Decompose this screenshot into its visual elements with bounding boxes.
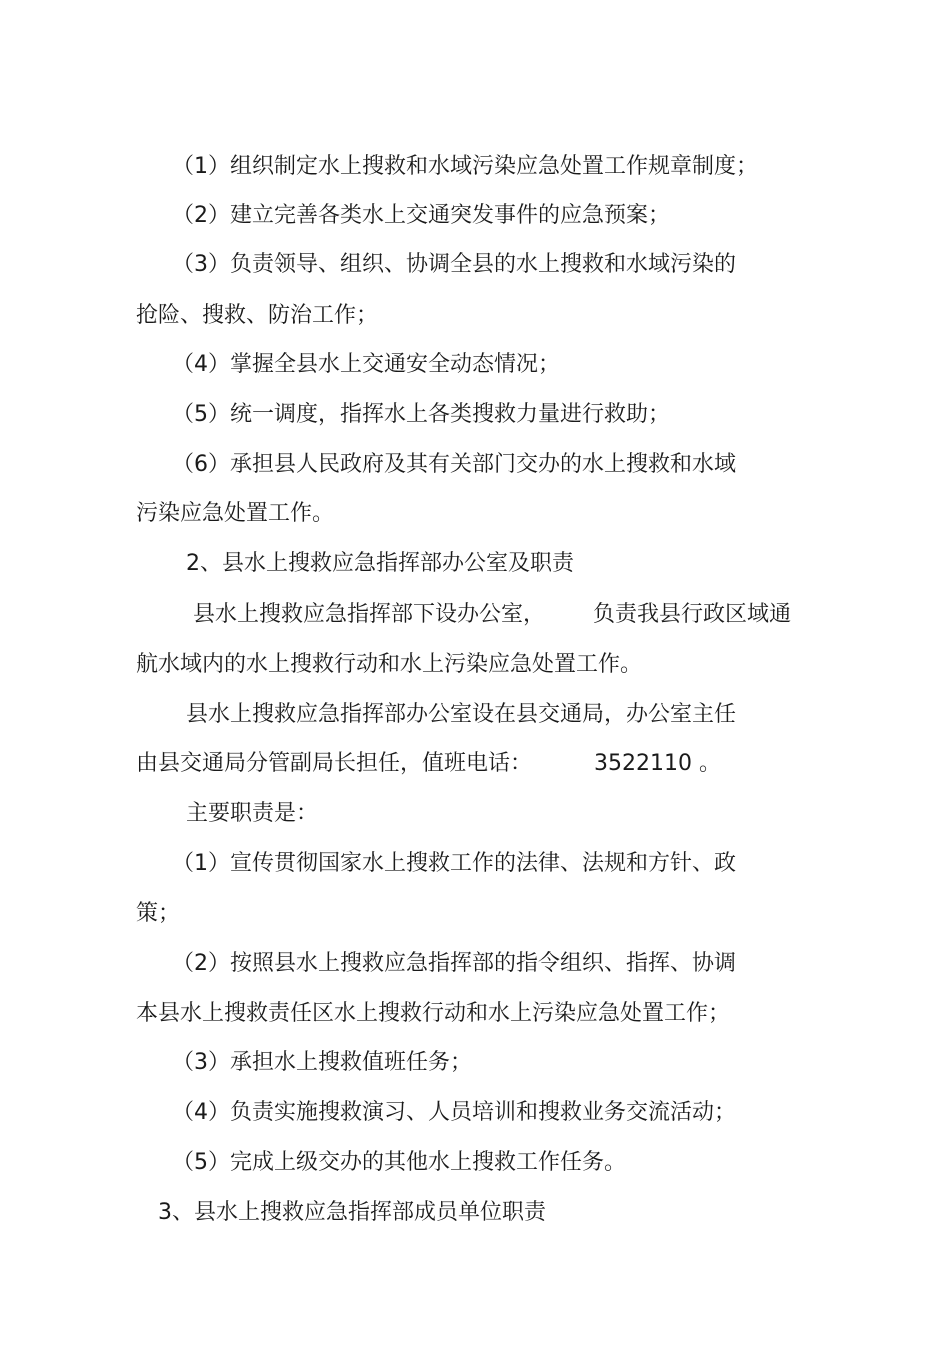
text-line: （1）组织制定水上搜救和水域污染应急处置工作规章制度；: [172, 154, 758, 179]
text-line: 策；: [136, 901, 181, 926]
text-line: 本县水上搜救责任区水上搜救行动和水上污染应急处置工作；: [136, 1001, 731, 1026]
text-line: （6）承担县人民政府及其有关部门交办的水上搜救和水域: [172, 452, 736, 477]
text-line: （2）按照县水上搜救应急指挥部的指令组织、指挥、协调: [172, 951, 736, 976]
text-line: （1）宣传贯彻国家水上搜救工作的法律、法规和方针、政: [172, 851, 736, 876]
text-line: 负责我县行政区域通: [593, 602, 792, 627]
text-line: （2）建立完善各类水上交通突发事件的应急预案；: [172, 203, 670, 228]
text-line: （3）承担水上搜救值班任务；: [172, 1050, 472, 1075]
text-line: 污染应急处置工作。: [136, 501, 335, 526]
text-line: 县水上搜救应急指挥部办公室设在县交通局，办公室主任: [186, 702, 737, 727]
section-heading: 2、县水上搜救应急指挥部办公室及职责: [186, 551, 574, 576]
text-line: （4）负责实施搜救演习、人员培训和搜救业务交流活动；: [172, 1100, 736, 1125]
text-line: 主要职责是：: [186, 801, 319, 826]
text-line: 由县交通局分管副局长担任，值班电话：: [136, 751, 533, 776]
text-line: （5）统一调度，指挥水上各类搜救力量进行救助；: [172, 402, 670, 427]
text-line: 航水域内的水上搜救行动和水上污染应急处置工作。: [136, 652, 643, 677]
section-heading: 3、县水上搜救应急指挥部成员单位职责: [158, 1200, 546, 1225]
text-line: 县水上搜救应急指挥部下设办公室，: [193, 602, 546, 627]
text-line: （5）完成上级交办的其他水上搜救工作任务。: [172, 1150, 626, 1175]
text-line: （4）掌握全县水上交通安全动态情况；: [172, 352, 560, 377]
text-line: （3）负责领导、组织、协调全县的水上搜救和水域污染的: [172, 252, 736, 277]
phone-number: 3522110 。: [594, 751, 721, 776]
text-line: 抢险、搜救、防治工作；: [136, 303, 379, 328]
